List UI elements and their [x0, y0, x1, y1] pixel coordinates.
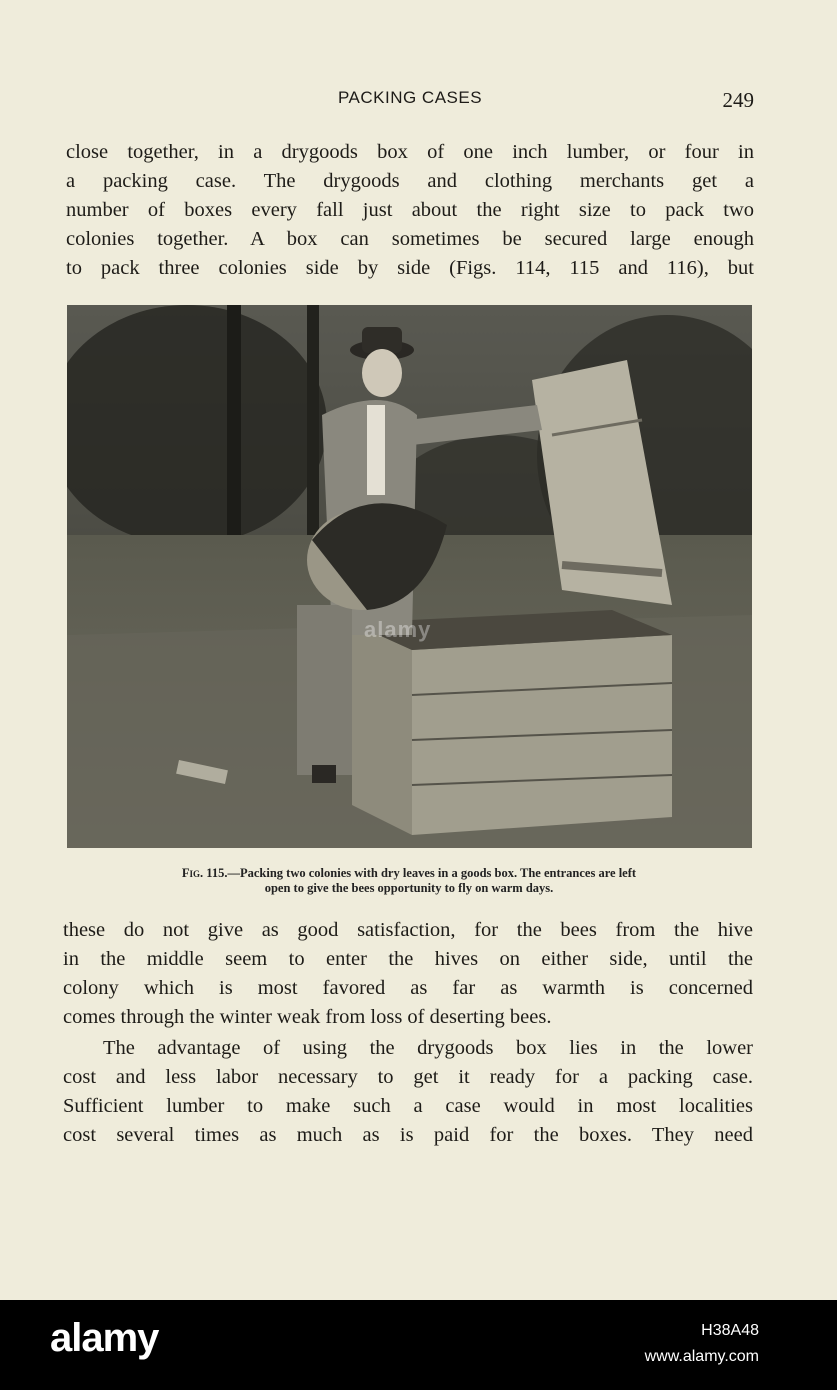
text-line: cost several times as much as is paid for the boxes. They need [63, 1124, 753, 1146]
paragraph-2 [63, 916, 753, 1032]
photo-watermark: alamy [364, 617, 432, 642]
text-line: number of boxes every fall just about the right size to pack two [66, 199, 754, 221]
text-line: in the middle seem to enter the hives on either side, until the [63, 948, 753, 970]
stock-footer-bar [0, 1300, 837, 1390]
caption-line-2: open to give the bees opportunity to fly on warm days. [264, 881, 554, 895]
text-line: close together, in a drygoods box of one inch lumber, or four in [66, 141, 754, 163]
text-line: these do not give as good satisfaction, for the bees from the hive [63, 919, 753, 941]
caption-text-1: —Packing two colonies with dry leaves in a goods box. The entrances are left [227, 866, 637, 880]
photo-illustration [67, 305, 752, 848]
text-line: a packing case. The drygoods and clothing merchants get a [66, 170, 754, 192]
text-line: cost and less labor necessary to get it ready for a packing case. [63, 1066, 753, 1088]
running-head [66, 88, 754, 114]
figure-photo [67, 305, 752, 848]
page-number: 249 [722, 88, 754, 112]
brand-logo: alamy [50, 1316, 159, 1360]
caption-line-1 [62, 866, 756, 881]
text-line: to pack three colonies side by side (Figs. 114, 115 and 116), but [66, 257, 754, 279]
text-line: colony which is most favored as far as warmth is concerned [63, 977, 753, 999]
running-title: PACKING CASES [337, 88, 483, 107]
caption-label: Fig. 115. [181, 866, 228, 880]
paragraph-3 [63, 1034, 753, 1150]
site-url: www.alamy.com [644, 1348, 759, 1365]
text-line: Sufficient lumber to make such a case would in most localities [63, 1095, 753, 1117]
paragraph-1 [66, 138, 754, 283]
text-line: colonies together. A box can sometimes be secured large enough [66, 228, 754, 250]
figure-caption [62, 866, 756, 896]
text-line: comes through the winter weak from loss of deserting bees. [63, 1006, 552, 1028]
image-id: H38A48 [701, 1322, 759, 1339]
text-line: The advantage of using the drygoods box lies in the lower [103, 1037, 753, 1059]
